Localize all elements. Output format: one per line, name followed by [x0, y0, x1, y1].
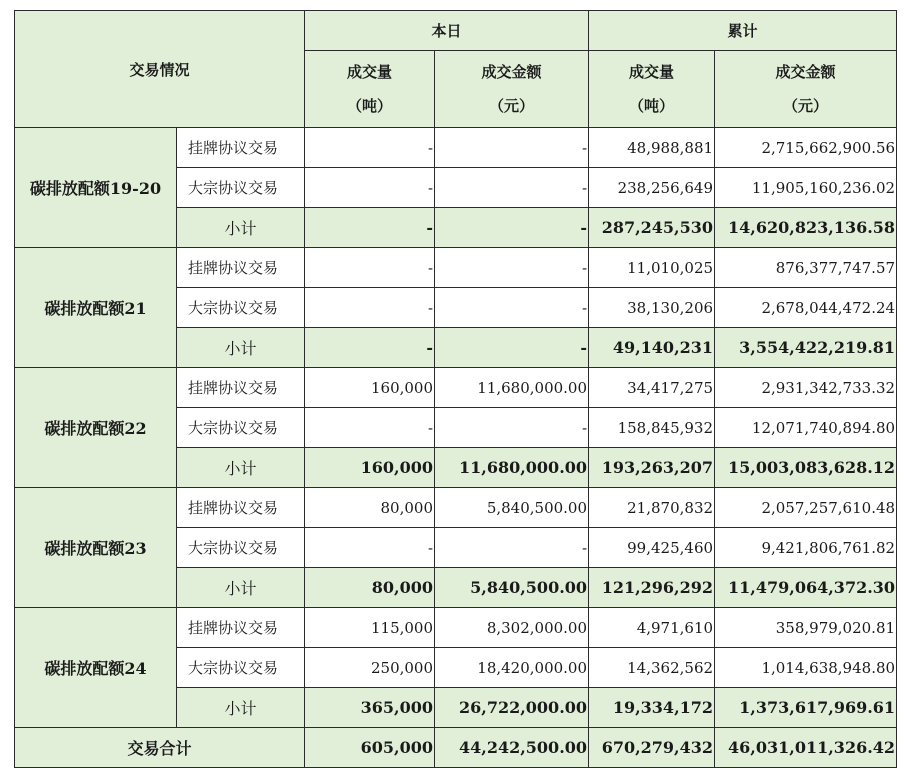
day-volume-cell: -: [305, 328, 435, 368]
day-amount-cell: -: [435, 328, 589, 368]
day-volume-cell: 250,000: [305, 648, 435, 688]
day-volume-cell: -: [305, 528, 435, 568]
cum-volume-cell: 158,845,932: [589, 408, 715, 448]
table-row: [15, 248, 897, 288]
group-label: 碳排放配额21: [15, 248, 177, 368]
subtotal-label: 小计: [177, 208, 305, 248]
day-volume-cell: -: [305, 168, 435, 208]
day-amount-cell: 11,680,000.00: [435, 368, 589, 408]
total-cum-amount: 46,031,011,326.42: [715, 728, 897, 768]
cum-volume-cell: 48,988,881: [589, 128, 715, 168]
cum-amount-cell: 876,377,747.57: [715, 248, 897, 288]
group-label: 碳排放配额24: [15, 608, 177, 728]
total-day-amount: 44,242,500.00: [435, 728, 589, 768]
cum-volume-cell: 11,010,025: [589, 248, 715, 288]
total-cum-volume: 670,279,432: [589, 728, 715, 768]
row-label: 大宗协议交易: [177, 528, 305, 568]
table-body: [15, 128, 897, 768]
header-today-amount: [435, 51, 589, 128]
row-label: 挂牌协议交易: [177, 248, 305, 288]
amount-label: 成交金额: [775, 63, 836, 81]
cum-amount-cell: 3,554,422,219.81: [715, 328, 897, 368]
day-volume-cell: 365,000: [305, 688, 435, 728]
day-volume-cell: 80,000: [305, 488, 435, 528]
subtotal-label: 小计: [177, 328, 305, 368]
header-cumulative: 累计: [589, 11, 897, 51]
day-volume-cell: 80,000: [305, 568, 435, 608]
cum-amount-cell: 358,979,020.81: [715, 608, 897, 648]
group-label: 碳排放配额23: [15, 488, 177, 608]
cum-amount-cell: 14,620,823,136.58: [715, 208, 897, 248]
volume-unit: （吨）: [347, 97, 393, 115]
header-cumulative-amount: [715, 51, 897, 128]
day-amount-cell: -: [435, 208, 589, 248]
day-amount-cell: -: [435, 288, 589, 328]
header-today-volume: [305, 51, 435, 128]
day-amount-cell: 26,722,000.00: [435, 688, 589, 728]
cum-volume-cell: 34,417,275: [589, 368, 715, 408]
day-volume-cell: 160,000: [305, 368, 435, 408]
cum-volume-cell: 21,870,832: [589, 488, 715, 528]
cum-amount-cell: 2,057,257,610.48: [715, 488, 897, 528]
header-cumulative-volume: [589, 51, 715, 128]
trading-summary-table: [14, 10, 897, 768]
cum-amount-cell: 15,003,083,628.12: [715, 448, 897, 488]
cum-volume-cell: 287,245,530: [589, 208, 715, 248]
subtotal-label: 小计: [177, 448, 305, 488]
row-label: 挂牌协议交易: [177, 488, 305, 528]
day-amount-cell: 5,840,500.00: [435, 488, 589, 528]
cum-amount-cell: 12,071,740,894.80: [715, 408, 897, 448]
cum-amount-cell: 1,014,638,948.80: [715, 648, 897, 688]
day-amount-cell: -: [435, 528, 589, 568]
header-today: 本日: [305, 11, 589, 51]
day-volume-cell: 160,000: [305, 448, 435, 488]
group-label: 碳排放配额19-20: [15, 128, 177, 248]
grand-total-row: [15, 728, 897, 768]
amount-unit: （元）: [783, 97, 829, 115]
day-amount-cell: 18,420,000.00: [435, 648, 589, 688]
table-row: [15, 488, 897, 528]
cum-amount-cell: 2,715,662,900.56: [715, 128, 897, 168]
row-label: 挂牌协议交易: [177, 608, 305, 648]
day-volume-cell: -: [305, 408, 435, 448]
day-amount-cell: -: [435, 128, 589, 168]
total-day-volume: 605,000: [305, 728, 435, 768]
cum-amount-cell: 11,479,064,372.30: [715, 568, 897, 608]
cum-volume-cell: 19,334,172: [589, 688, 715, 728]
day-volume-cell: 115,000: [305, 608, 435, 648]
day-volume-cell: -: [305, 208, 435, 248]
row-label: 大宗协议交易: [177, 408, 305, 448]
row-label: 大宗协议交易: [177, 288, 305, 328]
day-amount-cell: -: [435, 168, 589, 208]
day-volume-cell: -: [305, 288, 435, 328]
cum-volume-cell: 49,140,231: [589, 328, 715, 368]
amount-unit: （元）: [489, 97, 535, 115]
header-trading-status: 交易情况: [15, 11, 305, 128]
day-volume-cell: -: [305, 128, 435, 168]
day-amount-cell: 8,302,000.00: [435, 608, 589, 648]
row-label: 大宗协议交易: [177, 648, 305, 688]
cum-volume-cell: 99,425,460: [589, 528, 715, 568]
day-amount-cell: 11,680,000.00: [435, 448, 589, 488]
day-amount-cell: 5,840,500.00: [435, 568, 589, 608]
subtotal-label: 小计: [177, 568, 305, 608]
day-amount-cell: -: [435, 248, 589, 288]
group-label: 碳排放配额22: [15, 368, 177, 488]
row-label: 挂牌协议交易: [177, 368, 305, 408]
day-volume-cell: -: [305, 248, 435, 288]
row-label: 挂牌协议交易: [177, 128, 305, 168]
day-amount-cell: -: [435, 408, 589, 448]
header-row-1: [15, 11, 897, 51]
subtotal-label: 小计: [177, 688, 305, 728]
cum-volume-cell: 38,130,206: [589, 288, 715, 328]
volume-label: 成交量: [347, 63, 393, 81]
cum-volume-cell: 193,263,207: [589, 448, 715, 488]
cum-volume-cell: 121,296,292: [589, 568, 715, 608]
amount-label: 成交金额: [481, 63, 542, 81]
cum-amount-cell: 2,678,044,472.24: [715, 288, 897, 328]
cum-volume-cell: 238,256,649: [589, 168, 715, 208]
table-row: [15, 128, 897, 168]
cum-amount-cell: 9,421,806,761.82: [715, 528, 897, 568]
row-label: 大宗协议交易: [177, 168, 305, 208]
table-row: [15, 608, 897, 648]
volume-label: 成交量: [629, 63, 675, 81]
cum-amount-cell: 1,373,617,969.61: [715, 688, 897, 728]
cum-volume-cell: 4,971,610: [589, 608, 715, 648]
cum-amount-cell: 2,931,342,733.32: [715, 368, 897, 408]
cum-volume-cell: 14,362,562: [589, 648, 715, 688]
volume-unit: （吨）: [629, 97, 675, 115]
table-row: [15, 368, 897, 408]
grand-total-label: 交易合计: [15, 728, 305, 768]
cum-amount-cell: 11,905,160,236.02: [715, 168, 897, 208]
